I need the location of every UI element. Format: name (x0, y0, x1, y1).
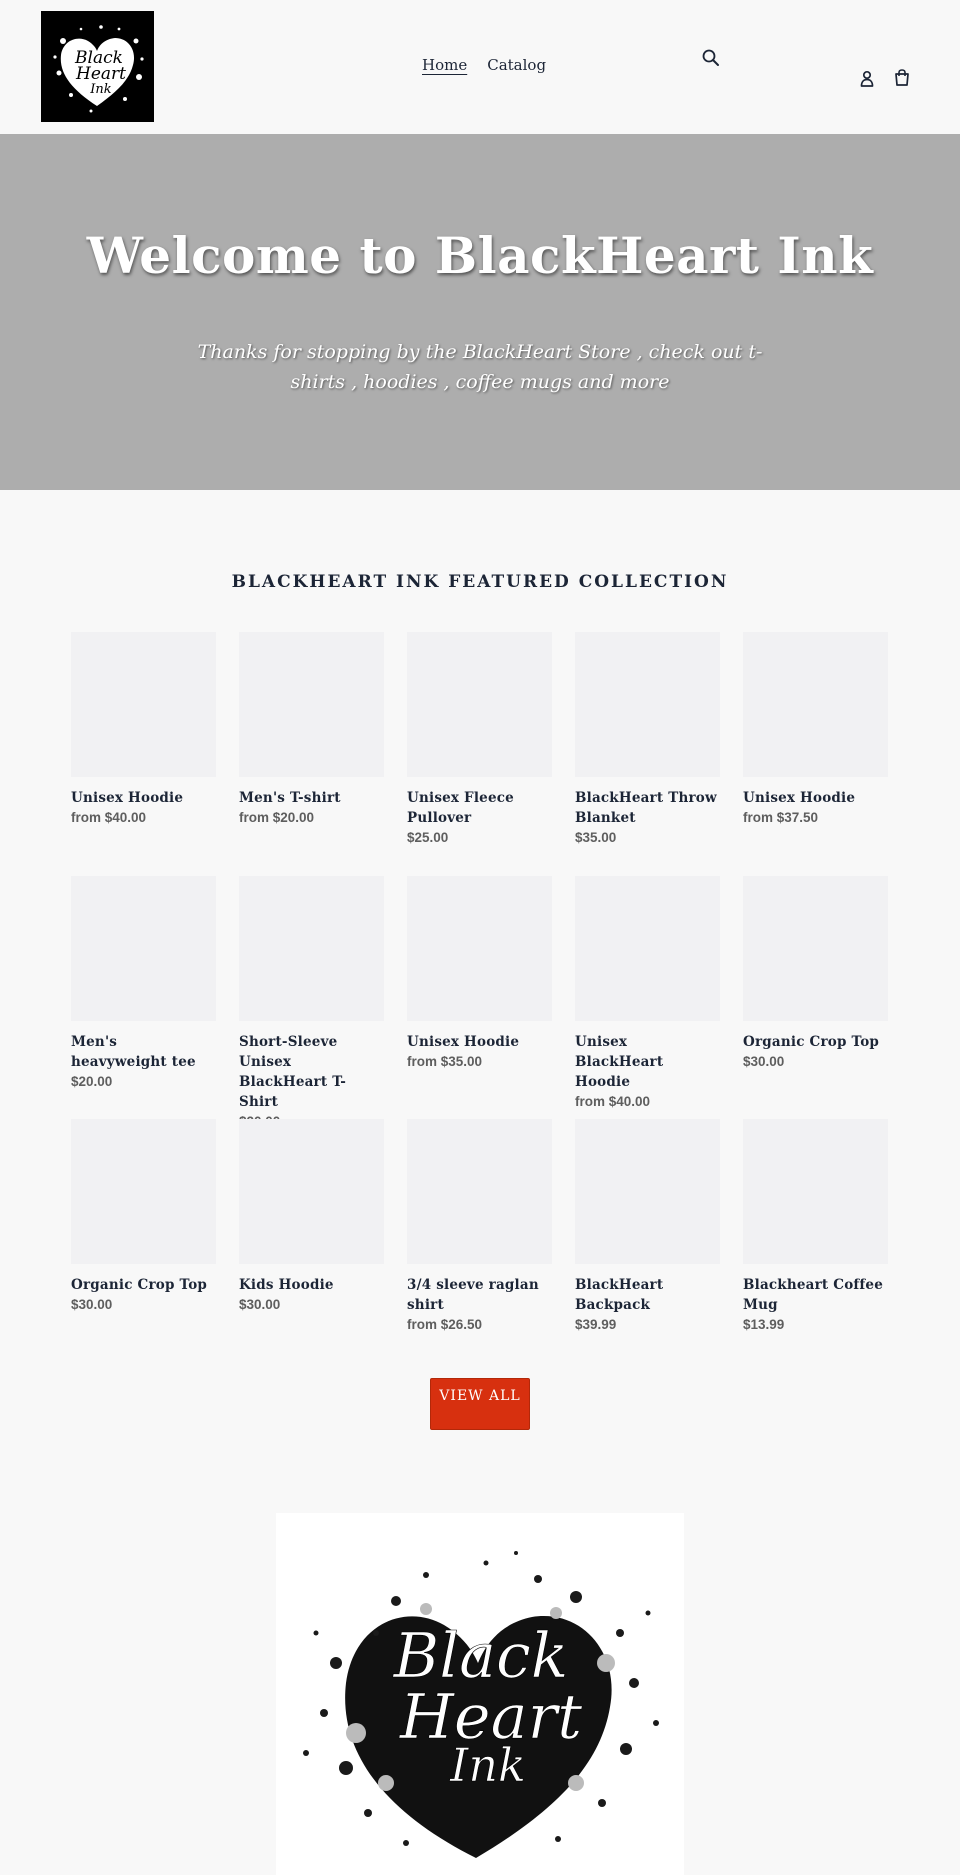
account-icon (856, 68, 878, 90)
product-title[interactable]: 3/4 sleeve raglan shirt (407, 1277, 539, 1313)
product-image-placeholder[interactable] (71, 1119, 216, 1264)
search-icon (700, 47, 722, 69)
product-image-placeholder[interactable] (71, 632, 216, 777)
product-card[interactable] (239, 1119, 384, 1315)
nav-catalog-link[interactable]: Catalog (487, 56, 547, 74)
feature-image (276, 1513, 684, 1875)
logo-word-ink: Ink (90, 82, 112, 97)
product-price: from $40.00 (575, 1094, 651, 1109)
product-card[interactable] (239, 632, 384, 828)
product-title[interactable]: Unisex Hoodie (407, 1034, 520, 1050)
product-title[interactable]: Organic Crop Top (71, 1277, 208, 1293)
artwork-word-black: Black (393, 1619, 569, 1692)
blackheart-logo-image (41, 11, 154, 122)
product-image-placeholder[interactable] (575, 1119, 720, 1264)
product-card[interactable] (575, 876, 720, 1112)
product-title[interactable]: Men's heavyweight tee (71, 1034, 196, 1070)
product-image-placeholder[interactable] (743, 632, 888, 777)
product-card[interactable] (575, 632, 720, 848)
product-title[interactable]: Blackheart Coffee Mug (743, 1277, 884, 1313)
product-price: from $35.00 (407, 1054, 483, 1069)
product-card[interactable] (71, 876, 216, 1092)
product-image-placeholder[interactable] (575, 876, 720, 1021)
artwork-word-heart: Heart (399, 1680, 583, 1753)
product-card[interactable] (743, 1119, 888, 1335)
product-card[interactable] (407, 632, 552, 848)
product-image-placeholder[interactable] (407, 876, 552, 1021)
hero-subtitle: Thanks for stopping by the BlackHeart Store , check out t-shirts , hoodies , coffee mugs and more (197, 341, 763, 393)
product-price: $20.00 (71, 1074, 113, 1089)
site-logo[interactable] (41, 11, 154, 122)
product-image-placeholder[interactable] (575, 632, 720, 777)
product-title[interactable]: Organic Crop Top (743, 1034, 880, 1050)
product-title[interactable]: Unisex Fleece Pullover (407, 790, 514, 826)
product-title[interactable]: Men's T-shirt (239, 790, 341, 806)
hero-title: Welcome to BlackHeart Ink (86, 226, 874, 285)
view-all-button[interactable]: VIEW ALL (430, 1378, 530, 1430)
product-image-placeholder[interactable] (407, 632, 552, 777)
cart-button[interactable] (891, 67, 913, 89)
product-card[interactable] (743, 876, 888, 1072)
product-image-placeholder[interactable] (239, 876, 384, 1021)
site-header (0, 0, 960, 134)
product-image-placeholder[interactable] (743, 1119, 888, 1264)
blackheart-ink-artwork (276, 1513, 684, 1875)
logo-word-black: Black (75, 48, 123, 68)
product-price: $30.00 (71, 1297, 113, 1312)
search-button[interactable] (700, 47, 722, 69)
product-card[interactable] (71, 1119, 216, 1315)
product-image-placeholder[interactable] (743, 876, 888, 1021)
product-price: from $26.50 (407, 1317, 483, 1332)
product-title[interactable]: Kids Hoodie (239, 1277, 334, 1293)
product-title[interactable]: BlackHeart Backpack (575, 1277, 664, 1313)
product-title[interactable]: Short-Sleeve Unisex BlackHeart T-Shirt (239, 1034, 347, 1110)
product-card[interactable] (239, 876, 384, 1132)
product-price: $30.00 (239, 1297, 281, 1312)
artwork-word-ink: Ink (450, 1738, 526, 1792)
product-price: from $40.00 (71, 810, 147, 825)
product-title[interactable]: BlackHeart Throw Blanket (575, 790, 717, 826)
product-image-placeholder[interactable] (239, 1119, 384, 1264)
product-price: from $37.50 (743, 810, 819, 825)
collection-title: BLACKHEART INK FEATURED COLLECTION (231, 572, 729, 592)
product-title[interactable]: Unisex Hoodie (743, 790, 856, 806)
product-card[interactable] (71, 632, 216, 828)
nav-home-link[interactable]: Home (422, 56, 468, 74)
product-card[interactable] (743, 632, 888, 828)
product-image-placeholder[interactable] (407, 1119, 552, 1264)
account-button[interactable] (856, 68, 878, 90)
product-title[interactable]: Unisex BlackHeart Hoodie (575, 1034, 664, 1090)
product-price: $35.00 (575, 830, 617, 845)
product-image-placeholder[interactable] (71, 876, 216, 1021)
product-price: from $20.00 (239, 810, 315, 825)
logo-word-heart: Heart (76, 64, 126, 84)
product-price: $25.00 (407, 830, 449, 845)
main-nav (422, 56, 546, 74)
product-card[interactable] (575, 1119, 720, 1335)
product-price: $13.99 (743, 1317, 785, 1332)
product-card[interactable] (407, 1119, 552, 1335)
cart-icon (891, 67, 913, 89)
product-card[interactable] (407, 876, 552, 1072)
product-price: $39.99 (575, 1317, 617, 1332)
product-title[interactable]: Unisex Hoodie (71, 790, 184, 806)
product-image-placeholder[interactable] (239, 632, 384, 777)
hero-banner (0, 134, 960, 490)
product-price: $30.00 (743, 1054, 785, 1069)
